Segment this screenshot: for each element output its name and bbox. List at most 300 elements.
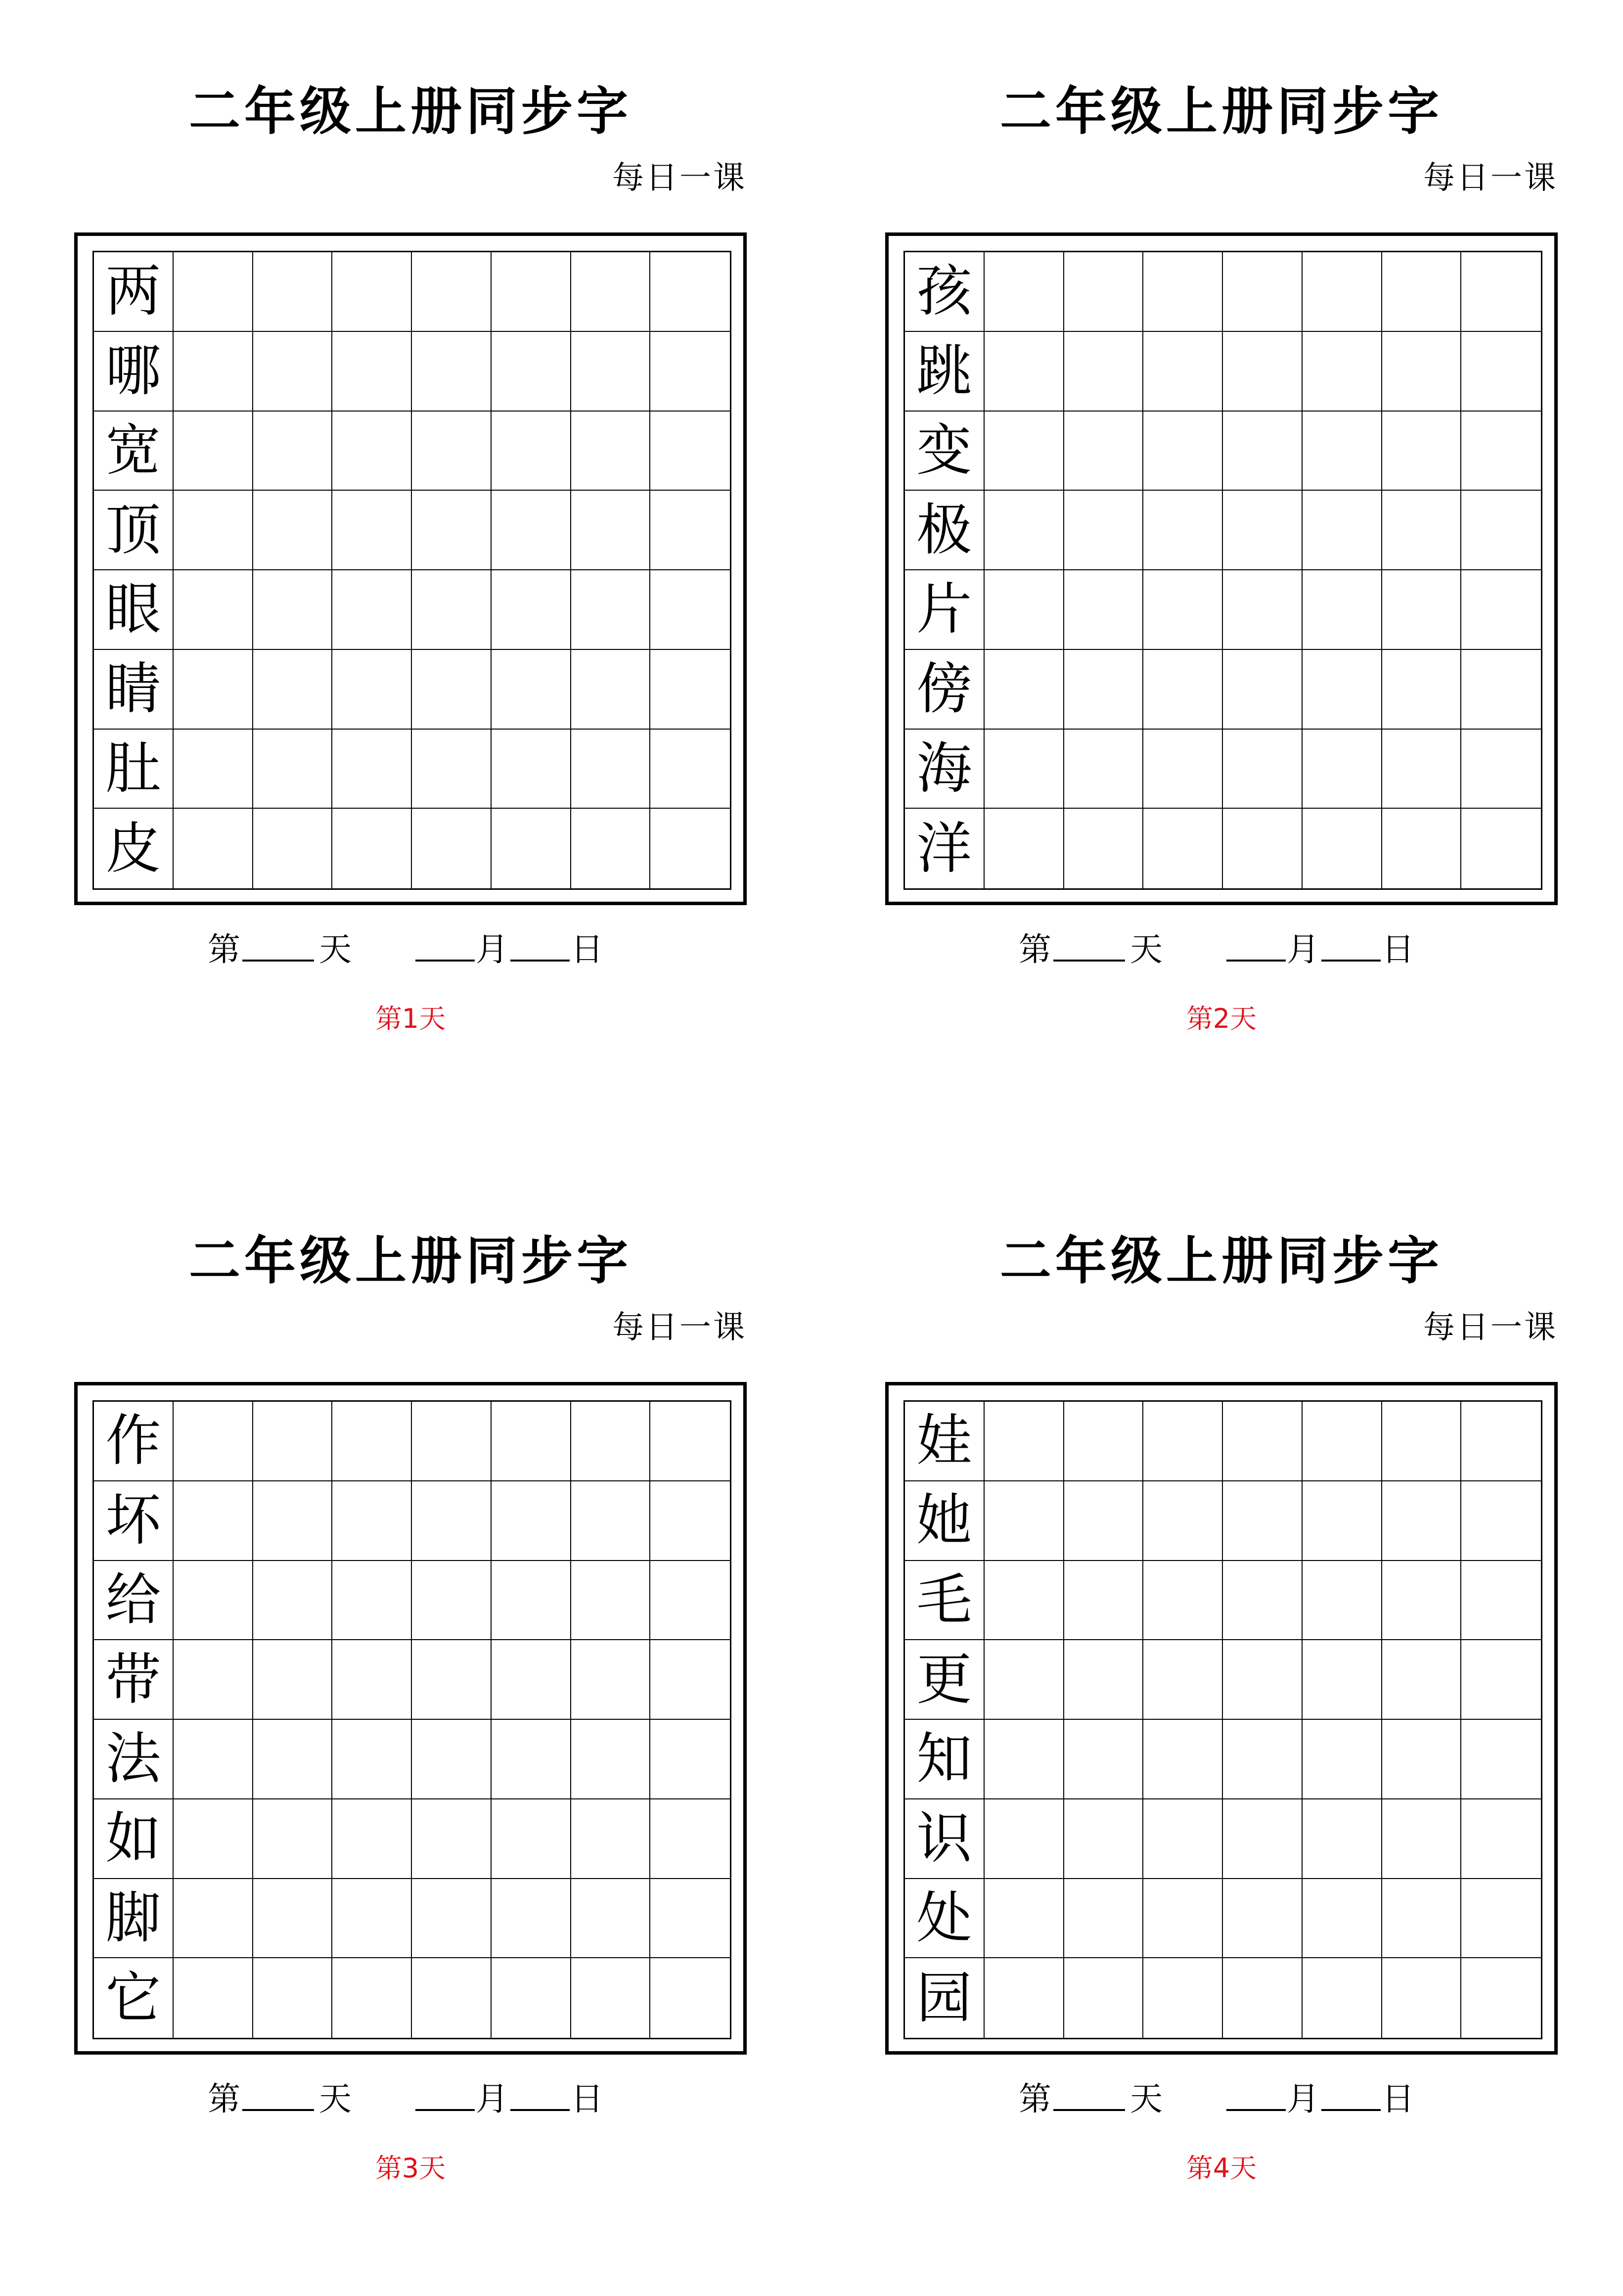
- practice-cell[interactable]: [1461, 1879, 1541, 1959]
- practice-cell[interactable]: [174, 1402, 253, 1481]
- practice-cell[interactable]: [571, 1561, 651, 1641]
- practice-cell[interactable]: [1064, 1481, 1144, 1561]
- practice-cell[interactable]: [492, 332, 571, 412]
- practice-cell[interactable]: [1064, 570, 1144, 650]
- practice-cell[interactable]: [650, 650, 730, 730]
- practice-cell[interactable]: [174, 809, 253, 888]
- practice-cell[interactable]: [1382, 1799, 1462, 1879]
- date-line: [885, 925, 1558, 974]
- practice-cell[interactable]: [1461, 491, 1541, 570]
- practice-cell[interactable]: [1143, 1879, 1223, 1959]
- practice-cell[interactable]: [253, 1561, 333, 1641]
- practice-cell[interactable]: [985, 491, 1064, 570]
- practice-cell[interactable]: [332, 650, 412, 730]
- practice-grid: [903, 251, 1542, 890]
- practice-cell[interactable]: [1143, 1640, 1223, 1720]
- practice-cell[interactable]: [1382, 1640, 1462, 1720]
- practice-cell[interactable]: [1382, 650, 1462, 730]
- model-character: 园: [905, 1958, 985, 2038]
- practice-cell[interactable]: [571, 252, 651, 332]
- worksheet-day-2: [885, 15, 1558, 1054]
- practice-cell[interactable]: [985, 1481, 1064, 1561]
- model-character: 洋: [905, 809, 985, 888]
- date-di-label: 第: [1019, 930, 1051, 968]
- practice-cell[interactable]: [174, 252, 253, 332]
- practice-cell[interactable]: [1382, 1879, 1462, 1959]
- practice-cell[interactable]: [650, 809, 730, 888]
- date-yue-label: 月: [476, 2080, 508, 2118]
- practice-cell[interactable]: [1223, 1879, 1303, 1959]
- practice-cell[interactable]: [985, 412, 1064, 491]
- practice-cell[interactable]: [1303, 730, 1382, 809]
- model-character: 处: [905, 1879, 985, 1959]
- practice-cell[interactable]: [1064, 1958, 1144, 2038]
- practice-cell[interactable]: [1382, 1720, 1462, 1799]
- practice-cell[interactable]: [571, 332, 651, 412]
- practice-cell[interactable]: [332, 491, 412, 570]
- practice-cell[interactable]: [1303, 809, 1382, 888]
- practice-cell[interactable]: [650, 1958, 730, 2038]
- practice-cell[interactable]: [1223, 491, 1303, 570]
- date-line: [74, 2074, 747, 2124]
- practice-cell[interactable]: [650, 412, 730, 491]
- date-tian-label: 天: [319, 930, 352, 968]
- practice-cell[interactable]: [1461, 332, 1541, 412]
- model-character: 给: [94, 1561, 174, 1641]
- practice-cell[interactable]: [492, 1402, 571, 1481]
- practice-cell[interactable]: [492, 730, 571, 809]
- practice-cell[interactable]: [571, 1402, 651, 1481]
- practice-cell[interactable]: [1223, 252, 1303, 332]
- practice-cell[interactable]: [1064, 1799, 1144, 1879]
- practice-cell[interactable]: [1382, 1958, 1462, 2038]
- practice-cell[interactable]: [253, 730, 333, 809]
- practice-cell[interactable]: [174, 1879, 253, 1959]
- practice-cell[interactable]: [985, 650, 1064, 730]
- practice-cell[interactable]: [332, 809, 412, 888]
- practice-cell[interactable]: [412, 650, 492, 730]
- practice-cell[interactable]: [571, 809, 651, 888]
- practice-cell[interactable]: [571, 1481, 651, 1561]
- practice-cell[interactable]: [412, 809, 492, 888]
- practice-cell[interactable]: [650, 332, 730, 412]
- practice-grid-frame: [74, 1382, 747, 2055]
- model-character: 它: [94, 1958, 174, 2038]
- practice-cell[interactable]: [332, 570, 412, 650]
- practice-cell[interactable]: [1461, 1958, 1541, 2038]
- practice-cell[interactable]: [1303, 491, 1382, 570]
- practice-cell[interactable]: [1461, 252, 1541, 332]
- model-character: 孩: [905, 252, 985, 332]
- practice-cell[interactable]: [1461, 1720, 1541, 1799]
- model-character: 睛: [94, 650, 174, 730]
- practice-cell[interactable]: [985, 1879, 1064, 1959]
- practice-cell[interactable]: [332, 1720, 412, 1799]
- practice-cell[interactable]: [174, 1640, 253, 1720]
- practice-cell[interactable]: [253, 412, 333, 491]
- date-yue-label: 月: [1287, 930, 1319, 968]
- date-line: [74, 925, 747, 974]
- practice-cell[interactable]: [412, 252, 492, 332]
- practice-cell[interactable]: [332, 332, 412, 412]
- practice-cell[interactable]: [492, 491, 571, 570]
- practice-cell[interactable]: [1303, 1561, 1382, 1641]
- practice-cell[interactable]: [571, 1720, 651, 1799]
- practice-cell[interactable]: [1223, 412, 1303, 491]
- date-tian-label: 天: [1130, 930, 1163, 968]
- practice-cell[interactable]: [1064, 1640, 1144, 1720]
- practice-cell[interactable]: [1223, 809, 1303, 888]
- practice-cell[interactable]: [1382, 252, 1462, 332]
- practice-cell[interactable]: [332, 252, 412, 332]
- practice-cell[interactable]: [332, 1640, 412, 1720]
- practice-cell[interactable]: [253, 1879, 333, 1959]
- practice-cell[interactable]: [174, 332, 253, 412]
- practice-cell[interactable]: [492, 1640, 571, 1720]
- date-di-label: 第: [208, 2080, 240, 2118]
- practice-cell[interactable]: [253, 332, 333, 412]
- model-character: 极: [905, 491, 985, 570]
- practice-cell[interactable]: [174, 1481, 253, 1561]
- practice-cell[interactable]: [1064, 650, 1144, 730]
- model-character: 傍: [905, 650, 985, 730]
- practice-cell[interactable]: [1382, 1481, 1462, 1561]
- practice-cell[interactable]: [571, 1879, 651, 1959]
- practice-cell[interactable]: [492, 809, 571, 888]
- practice-cell[interactable]: [253, 252, 333, 332]
- practice-cell[interactable]: [412, 1561, 492, 1641]
- practice-cell[interactable]: [492, 1720, 571, 1799]
- practice-cell[interactable]: [1303, 1640, 1382, 1720]
- practice-cell[interactable]: [1064, 332, 1144, 412]
- practice-cell[interactable]: [1382, 412, 1462, 491]
- practice-cell[interactable]: [650, 1481, 730, 1561]
- practice-cell[interactable]: [412, 412, 492, 491]
- practice-cell[interactable]: [985, 1402, 1064, 1481]
- practice-cell[interactable]: [1303, 332, 1382, 412]
- practice-cell[interactable]: [253, 1481, 333, 1561]
- practice-cell[interactable]: [1143, 1561, 1223, 1641]
- sheet-title: 二年级上册同步字: [188, 81, 632, 141]
- practice-cell[interactable]: [492, 252, 571, 332]
- practice-cell[interactable]: [650, 730, 730, 809]
- practice-cell[interactable]: [1382, 1402, 1462, 1481]
- model-character: 法: [94, 1720, 174, 1799]
- practice-cell[interactable]: [174, 1720, 253, 1799]
- model-character: 知: [905, 1720, 985, 1799]
- practice-cell[interactable]: [412, 1799, 492, 1879]
- practice-cell[interactable]: [332, 1958, 412, 2038]
- practice-cell[interactable]: [1461, 650, 1541, 730]
- day-label: 第2天: [1186, 1003, 1257, 1034]
- practice-grid: [92, 1400, 731, 2039]
- worksheet-day-4: [885, 1164, 1558, 2203]
- practice-cell[interactable]: [985, 1799, 1064, 1879]
- date-ri-label: 日: [571, 930, 603, 968]
- practice-cell[interactable]: [650, 1640, 730, 1720]
- practice-cell[interactable]: [1223, 1561, 1303, 1641]
- practice-cell[interactable]: [650, 252, 730, 332]
- practice-cell[interactable]: [253, 491, 333, 570]
- practice-cell[interactable]: [1143, 650, 1223, 730]
- practice-cell[interactable]: [492, 650, 571, 730]
- practice-cell[interactable]: [332, 1481, 412, 1561]
- practice-cell[interactable]: [650, 1799, 730, 1879]
- practice-cell[interactable]: [985, 1640, 1064, 1720]
- practice-grid-frame: [885, 1382, 1558, 2055]
- practice-cell[interactable]: [1461, 1561, 1541, 1641]
- practice-cell[interactable]: [253, 650, 333, 730]
- worksheet-day-1: [74, 15, 747, 1054]
- date-di-label: 第: [208, 930, 240, 968]
- practice-cell[interactable]: [492, 1799, 571, 1879]
- practice-cell[interactable]: [492, 570, 571, 650]
- practice-grid: [92, 251, 731, 890]
- practice-cell[interactable]: [650, 1879, 730, 1959]
- sheet-title: 二年级上册同步字: [999, 1230, 1443, 1291]
- practice-cell[interactable]: [650, 1561, 730, 1641]
- practice-cell[interactable]: [332, 1402, 412, 1481]
- practice-cell[interactable]: [1143, 570, 1223, 650]
- practice-cell[interactable]: [1064, 1879, 1144, 1959]
- practice-cell[interactable]: [332, 1879, 412, 1959]
- practice-cell[interactable]: [571, 412, 651, 491]
- practice-cell[interactable]: [1223, 650, 1303, 730]
- practice-cell[interactable]: [1143, 809, 1223, 888]
- practice-cell[interactable]: [1143, 1481, 1223, 1561]
- practice-cell[interactable]: [650, 1720, 730, 1799]
- practice-cell[interactable]: [1143, 1720, 1223, 1799]
- date-ri-label: 日: [571, 2080, 603, 2118]
- sheet-subtitle: 每日一课: [1423, 160, 1558, 196]
- model-character: 片: [905, 570, 985, 650]
- practice-cell[interactable]: [253, 1402, 333, 1481]
- practice-cell[interactable]: [1382, 332, 1462, 412]
- practice-cell[interactable]: [253, 1640, 333, 1720]
- practice-cell[interactable]: [174, 491, 253, 570]
- practice-cell[interactable]: [1303, 570, 1382, 650]
- practice-cell[interactable]: [1461, 809, 1541, 888]
- model-character: 跳: [905, 332, 985, 412]
- practice-cell[interactable]: [1143, 730, 1223, 809]
- practice-cell[interactable]: [1223, 1799, 1303, 1879]
- practice-cell[interactable]: [1143, 1402, 1223, 1481]
- practice-cell[interactable]: [571, 1958, 651, 2038]
- practice-cell[interactable]: [174, 1561, 253, 1641]
- model-character: 坏: [94, 1481, 174, 1561]
- practice-cell[interactable]: [1461, 1481, 1541, 1561]
- practice-cell[interactable]: [571, 570, 651, 650]
- practice-cell[interactable]: [571, 1640, 651, 1720]
- practice-cell[interactable]: [1143, 1958, 1223, 2038]
- practice-cell[interactable]: [985, 1958, 1064, 2038]
- practice-cell[interactable]: [332, 1561, 412, 1641]
- practice-cell[interactable]: [1223, 1720, 1303, 1799]
- date-line: [885, 2074, 1558, 2124]
- practice-cell[interactable]: [1303, 1481, 1382, 1561]
- practice-cell[interactable]: [492, 1879, 571, 1959]
- practice-cell[interactable]: [1382, 1561, 1462, 1641]
- practice-cell[interactable]: [253, 1799, 333, 1879]
- practice-cell[interactable]: [985, 332, 1064, 412]
- practice-cell[interactable]: [412, 1402, 492, 1481]
- practice-cell[interactable]: [412, 570, 492, 650]
- practice-grid-frame: [885, 232, 1558, 905]
- model-character: 两: [94, 252, 174, 332]
- model-character: 宽: [94, 412, 174, 491]
- practice-cell[interactable]: [1223, 1481, 1303, 1561]
- model-character: 她: [905, 1481, 985, 1561]
- practice-cell[interactable]: [571, 730, 651, 809]
- practice-cell[interactable]: [571, 1799, 651, 1879]
- practice-cell[interactable]: [1303, 650, 1382, 730]
- practice-cell[interactable]: [412, 491, 492, 570]
- practice-cell[interactable]: [1223, 730, 1303, 809]
- practice-cell[interactable]: [1143, 332, 1223, 412]
- practice-cell[interactable]: [253, 570, 333, 650]
- practice-cell[interactable]: [650, 1402, 730, 1481]
- model-character: 更: [905, 1640, 985, 1720]
- practice-cell[interactable]: [412, 730, 492, 809]
- practice-cell[interactable]: [1303, 252, 1382, 332]
- practice-cell[interactable]: [571, 650, 651, 730]
- practice-cell[interactable]: [412, 1958, 492, 2038]
- practice-cell[interactable]: [174, 650, 253, 730]
- practice-cell[interactable]: [1064, 252, 1144, 332]
- practice-cell[interactable]: [412, 1640, 492, 1720]
- model-character: 毛: [905, 1561, 985, 1641]
- practice-cell[interactable]: [1143, 252, 1223, 332]
- model-character: 顶: [94, 491, 174, 570]
- practice-cell[interactable]: [1223, 1958, 1303, 2038]
- practice-cell[interactable]: [1382, 730, 1462, 809]
- practice-cell[interactable]: [1303, 1958, 1382, 2038]
- practice-cell[interactable]: [174, 730, 253, 809]
- practice-cell[interactable]: [1382, 570, 1462, 650]
- practice-cell[interactable]: [1461, 570, 1541, 650]
- model-character: 识: [905, 1799, 985, 1879]
- practice-cell[interactable]: [1223, 570, 1303, 650]
- model-character: 作: [94, 1402, 174, 1481]
- practice-cell[interactable]: [1382, 491, 1462, 570]
- practice-cell[interactable]: [1064, 809, 1144, 888]
- date-tian-label: 天: [319, 2080, 352, 2118]
- practice-cell[interactable]: [1223, 332, 1303, 412]
- practice-cell[interactable]: [492, 1958, 571, 2038]
- practice-cell[interactable]: [492, 1481, 571, 1561]
- practice-cell[interactable]: [1303, 1799, 1382, 1879]
- practice-cell[interactable]: [253, 809, 333, 888]
- date-ri-label: 日: [1382, 2080, 1414, 2118]
- practice-cell[interactable]: [1303, 412, 1382, 491]
- practice-cell[interactable]: [174, 570, 253, 650]
- date-yue-label: 月: [1287, 2080, 1319, 2118]
- model-character: 带: [94, 1640, 174, 1720]
- sheet-title: 二年级上册同步字: [999, 81, 1443, 141]
- date-yue-label: 月: [476, 930, 508, 968]
- practice-cell[interactable]: [1303, 1720, 1382, 1799]
- practice-cell[interactable]: [1382, 809, 1462, 888]
- model-character: 肚: [94, 730, 174, 809]
- model-character: 海: [905, 730, 985, 809]
- practice-cell[interactable]: [1461, 1799, 1541, 1879]
- practice-grid-frame: [74, 232, 747, 905]
- practice-cell[interactable]: [985, 1720, 1064, 1799]
- model-character: 变: [905, 412, 985, 491]
- sheet-subtitle: 每日一课: [612, 1309, 747, 1346]
- practice-cell[interactable]: [1461, 730, 1541, 809]
- practice-cell[interactable]: [1223, 1402, 1303, 1481]
- practice-cell[interactable]: [571, 491, 651, 570]
- practice-cell[interactable]: [985, 1561, 1064, 1641]
- practice-grid: [903, 1400, 1542, 2039]
- practice-cell[interactable]: [1461, 412, 1541, 491]
- model-character: 娃: [905, 1402, 985, 1481]
- practice-cell[interactable]: [985, 809, 1064, 888]
- practice-cell[interactable]: [1064, 412, 1144, 491]
- model-character: 眼: [94, 570, 174, 650]
- practice-cell[interactable]: [174, 412, 253, 491]
- practice-cell[interactable]: [1064, 730, 1144, 809]
- practice-cell[interactable]: [492, 1561, 571, 1641]
- practice-cell[interactable]: [985, 730, 1064, 809]
- practice-cell[interactable]: [412, 332, 492, 412]
- day-label: 第1天: [375, 1003, 446, 1034]
- practice-cell[interactable]: [1303, 1879, 1382, 1959]
- practice-cell[interactable]: [253, 1958, 333, 2038]
- practice-cell[interactable]: [174, 1958, 253, 2038]
- practice-cell[interactable]: [1143, 491, 1223, 570]
- practice-cell[interactable]: [1064, 491, 1144, 570]
- sheet-subtitle: 每日一课: [612, 160, 747, 196]
- date-ri-label: 日: [1382, 930, 1414, 968]
- sheet-subtitle: 每日一课: [1423, 1309, 1558, 1346]
- model-character: 皮: [94, 809, 174, 888]
- sheet-title: 二年级上册同步字: [188, 1230, 632, 1291]
- practice-cell[interactable]: [1064, 1561, 1144, 1641]
- practice-cell[interactable]: [1143, 412, 1223, 491]
- day-label: 第3天: [375, 2153, 446, 2184]
- practice-cell[interactable]: [1143, 1799, 1223, 1879]
- practice-cell[interactable]: [1064, 1720, 1144, 1799]
- model-character: 哪: [94, 332, 174, 412]
- practice-cell[interactable]: [1064, 1402, 1144, 1481]
- practice-cell[interactable]: [650, 491, 730, 570]
- model-character: 脚: [94, 1879, 174, 1959]
- practice-cell[interactable]: [1461, 1402, 1541, 1481]
- practice-cell[interactable]: [985, 570, 1064, 650]
- date-di-label: 第: [1019, 2080, 1051, 2118]
- practice-cell[interactable]: [332, 1799, 412, 1879]
- model-character: 如: [94, 1799, 174, 1879]
- day-label: 第4天: [1186, 2153, 1257, 2184]
- practice-cell[interactable]: [1461, 1640, 1541, 1720]
- practice-cell[interactable]: [332, 412, 412, 491]
- practice-cell[interactable]: [412, 1720, 492, 1799]
- practice-cell[interactable]: [332, 730, 412, 809]
- practice-cell[interactable]: [650, 570, 730, 650]
- practice-cell[interactable]: [174, 1799, 253, 1879]
- practice-cell[interactable]: [412, 1481, 492, 1561]
- practice-cell[interactable]: [985, 252, 1064, 332]
- practice-cell[interactable]: [253, 1720, 333, 1799]
- date-tian-label: 天: [1130, 2080, 1163, 2118]
- practice-cell[interactable]: [1223, 1640, 1303, 1720]
- practice-cell[interactable]: [492, 412, 571, 491]
- practice-cell[interactable]: [412, 1879, 492, 1959]
- practice-cell[interactable]: [1303, 1402, 1382, 1481]
- worksheet-day-3: [74, 1164, 747, 2203]
